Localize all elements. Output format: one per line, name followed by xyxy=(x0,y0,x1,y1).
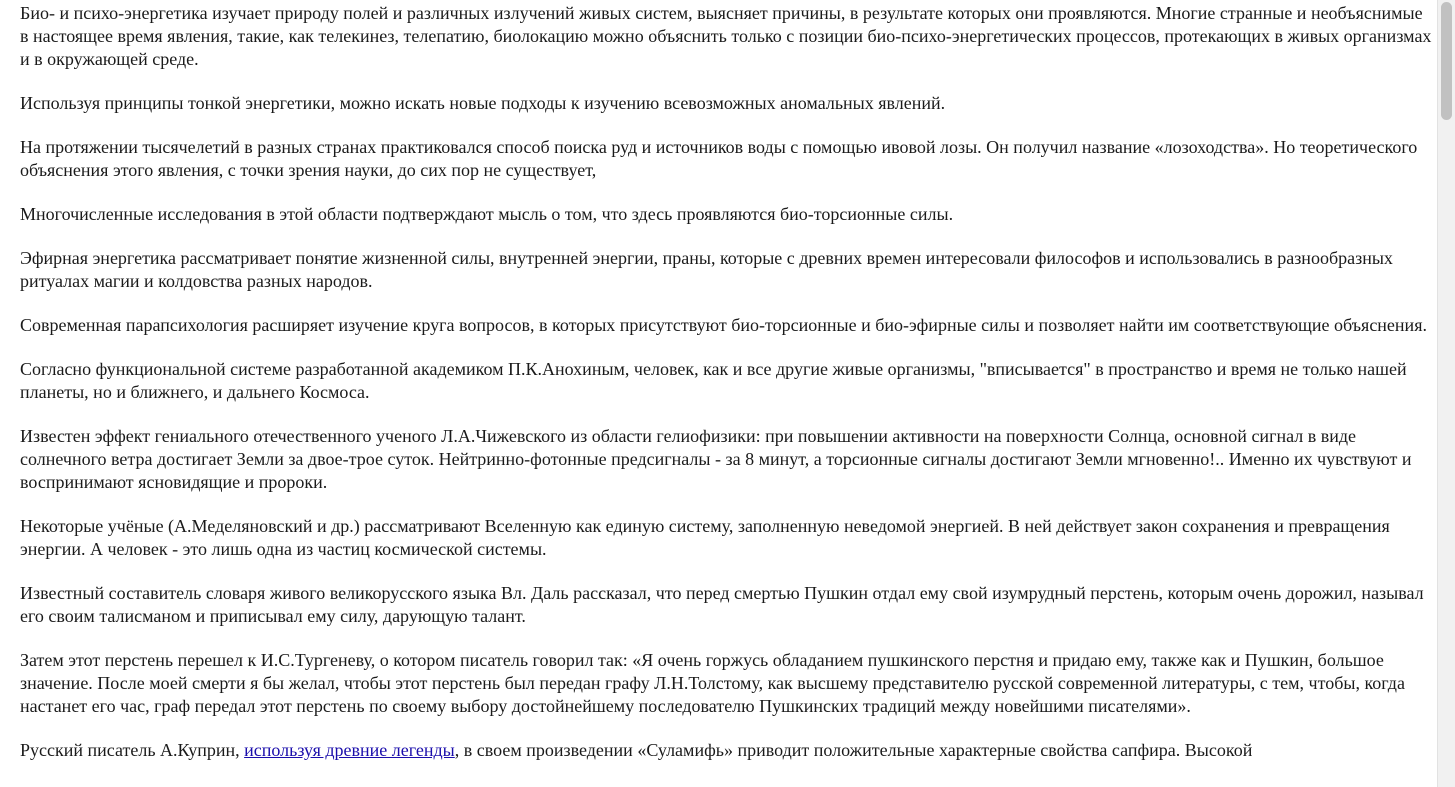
paragraph-chizhevsky: Известен эффект гениального отечественного ученого Л.А.Чижевского из области гелиофизики: при повышении активности на поверхности Солнца, основной сигнал в виде солнечного ветра достигает Земли за двое-трое суток. Нейтринно-фотонные предсигналы - за 8 минут, а торсионные сигналы достигают Земли мгновенно!.. Именно их чувствуют и воспринимают ясновидящие и пророки. xyxy=(20,426,1412,492)
article-body xyxy=(20,2,1434,783)
ancient-legends-link[interactable]: используя древние легенды xyxy=(244,740,455,760)
paragraph-bioenergetics: Био- и психо-энергетика изучает природу полей и различных излучений живых систем, выясняет причины, в результате которых они проявляются. Многие странные и необъяснимые в настоящее время явления, такие, как телекинез, телепатию, биолокацию можно объяснить только с позиции био-психо-энергетических процессов, протекающих в живых организмах и в окружающей среде. xyxy=(20,3,1432,69)
paragraph-kuprin xyxy=(20,739,1434,762)
paragraph-anokhin: Согласно функциональной системе разработанной академиком П.К.Анохиным, человек, как и все другие живые организмы, "вписывается" в пространство и время не только нашей планеты, но и ближнего, и дальнего Космоса. xyxy=(20,359,1407,402)
paragraph-subtle-energetics: Используя принципы тонкой энергетики, можно искать новые подходы к изучению всевозможных аномальных явлений. xyxy=(20,93,946,113)
paragraph-turgenev: Затем этот перстень перешел к И.С.Тургеневу, о котором писатель говорил так: «Я очень горжусь обладанием пушкинского перстня и придаю ему, также как и Пушкин, большое значение. После моей смерти я бы желал, чтобы этот перстень был передан графу Л.Н.Толстому, как высшему представителю русской современной литературы, с тем, чтобы, когда настанет его час, граф передал этот перстень по своему выбору достойнейшему последователю Пушкинских традиций между новейшими писателями». xyxy=(20,650,1405,716)
vertical-scrollbar[interactable] xyxy=(1437,0,1455,787)
paragraph-ether-energetics: Эфирная энергетика рассматривает понятие жизненной силы, внутренней энергии, праны, которые с древних времен интересовали философов и использовались в разнообразных ритуалах магии и колдовства разных народов. xyxy=(20,248,1393,291)
kuprin-text-after: , в своем произведении «Суламифь» приводит положительные характерные свойства сапфира. Высокой xyxy=(454,740,1253,760)
paragraph-universe: Некоторые учёные (А.Меделяновский и др.) рассматривают Вселенную как единую систему, заполненную неведомой энергией. В ней действует закон сохранения и превращения энергии. А человек - это лишь одна из частиц космической системы. xyxy=(20,516,1390,559)
paragraph-research: Многочисленные исследования в этой области подтверждают мысль о том, что здесь проявляются био-торсионные силы. xyxy=(20,204,954,224)
scrollbar-thumb[interactable] xyxy=(1441,2,1452,120)
paragraph-pushkin-ring: Известный составитель словаря живого великорусского языка Вл. Даль рассказал, что перед смертью Пушкин отдал ему свой изумрудный перстень, которым очень дорожил, называл его своим талисманом и приписывал ему силу, дарующую талант. xyxy=(20,583,1424,626)
paragraph-parapsychology: Современная парапсихология расширяет изучение круга вопросов, в которых присутствуют био-торсионные и био-эфирные силы и позволяет найти им соответствующие объяснения. xyxy=(20,315,1427,335)
paragraph-dowsing: На протяжении тысячелетий в разных странах практиковался способ поиска руд и источников воды с помощью ивовой лозы. Он получил название «лозоходства». Но теоретического объяснения этого явления, с точки зрения науки, до сих пор не существует, xyxy=(20,137,1418,180)
kuprin-text-before: Русский писатель А.Куприн, xyxy=(20,740,245,760)
